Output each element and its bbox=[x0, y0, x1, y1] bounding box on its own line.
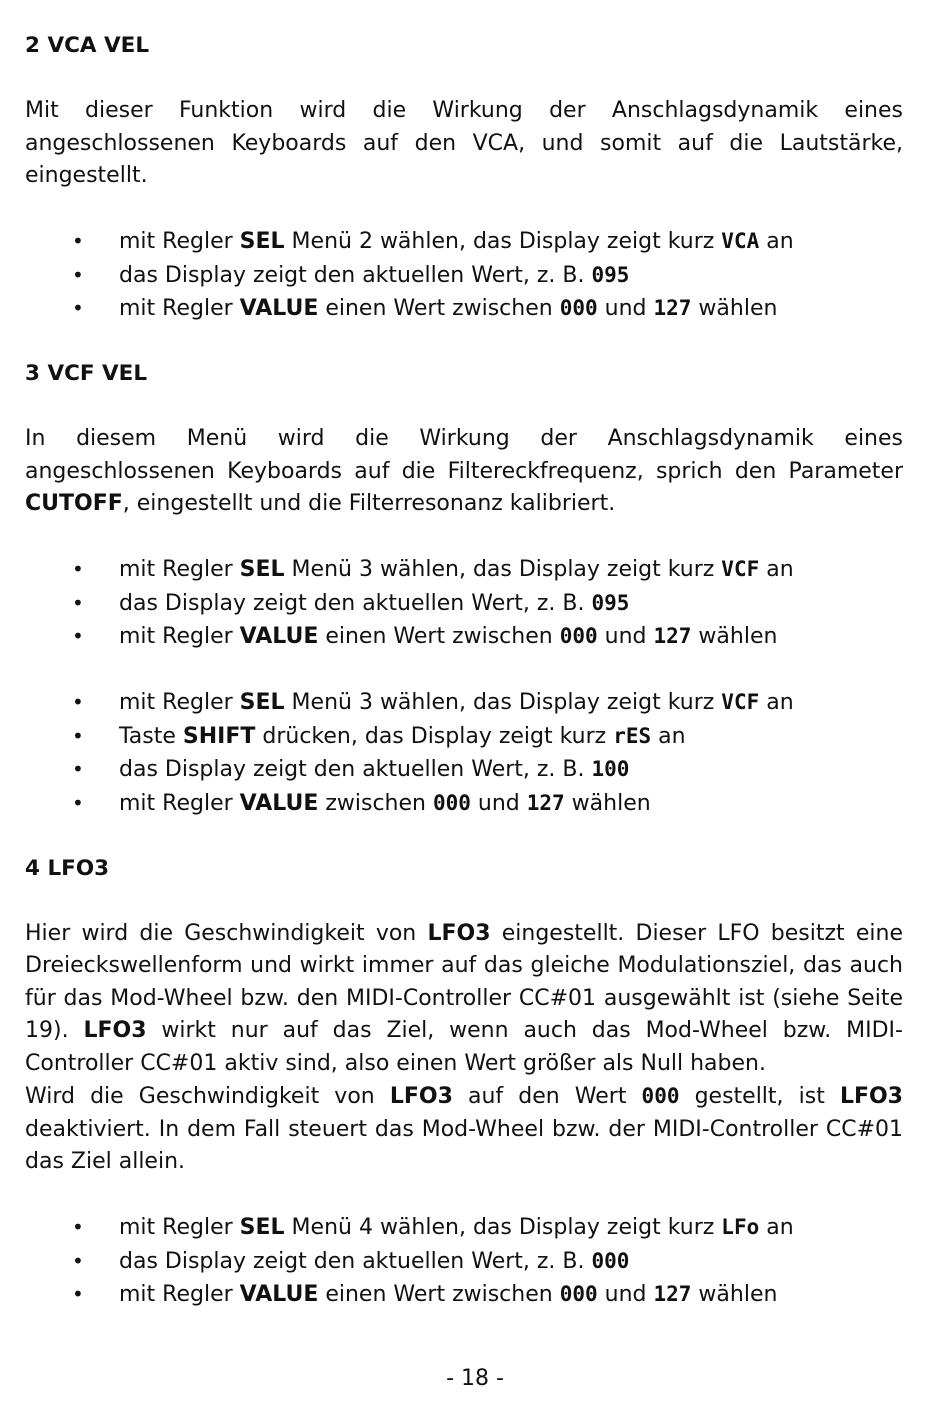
section-paragraph: Wird die Geschwindigkeit von LFO3 auf den Wert 000 gestellt, ist LFO3 deaktiviert. In dem Fall steuert das Mod-Wheel bzw. der MIDI-Controller CC#01 das Ziel allein. bbox=[25, 1084, 903, 1174]
bullet-icon: • bbox=[72, 590, 84, 615]
bullet-icon: • bbox=[72, 790, 84, 815]
instruction-list bbox=[25, 553, 903, 654]
display-readout: LFo bbox=[721, 1215, 760, 1239]
display-readout: 000 bbox=[559, 1282, 598, 1306]
bullet-icon: • bbox=[72, 690, 84, 714]
bullet-icon: • bbox=[72, 296, 84, 320]
display-readout: 000 bbox=[559, 624, 598, 648]
list-item: • das Display zeigt den aktuellen Wert, z. B. 100 bbox=[25, 753, 903, 787]
instruction-list bbox=[25, 1211, 903, 1312]
display-readout: 127 bbox=[526, 790, 565, 815]
bullet-icon: • bbox=[72, 624, 84, 648]
display-readout: 000 bbox=[641, 1084, 680, 1108]
display-readout: 095 bbox=[591, 262, 630, 287]
bullet-icon: • bbox=[72, 557, 84, 581]
bullet-icon: • bbox=[72, 757, 84, 781]
list-item: • mit Regler SEL Menü 3 wählen, das Display zeigt kurz VCF an bbox=[25, 553, 903, 587]
section-title: 3 VCF VEL bbox=[25, 361, 148, 386]
bullet-icon: • bbox=[72, 1248, 84, 1273]
display-readout: 127 bbox=[653, 1282, 692, 1306]
display-readout: 127 bbox=[653, 624, 692, 648]
list-item: • das Display zeigt den aktuellen Wert, z. B. 000 bbox=[25, 1245, 903, 1279]
list-item: • das Display zeigt den aktuellen Wert, z. B. 095 bbox=[25, 259, 903, 293]
display-readout: 000 bbox=[559, 296, 598, 320]
display-readout: 095 bbox=[591, 590, 630, 615]
display-readout: VCF bbox=[721, 690, 760, 714]
bullet-icon: • bbox=[72, 723, 84, 748]
list-item: • mit Regler SEL Menü 2 wählen, das Display zeigt kurz VCA an bbox=[25, 225, 903, 259]
bullet-icon: • bbox=[72, 229, 84, 253]
list-item: • mit Regler VALUE einen Wert zwischen 000 und 127 wählen bbox=[25, 1278, 903, 1312]
section-title: 4 LFO3 bbox=[25, 855, 110, 881]
display-readout: 000 bbox=[432, 790, 471, 815]
instruction-list bbox=[25, 686, 903, 820]
display-readout: 000 bbox=[591, 1248, 630, 1273]
instruction-list bbox=[25, 225, 903, 326]
list-item: • mit Regler VALUE einen Wert zwischen 000 und 127 wählen bbox=[25, 620, 903, 654]
section-paragraph: In diesem Menü wird die Wirkung der Anschlagsdynamik eines angeschlossenen Keyboards auf die Filtereckfrequenz, sprich den Parameter CUTOFF, eingestellt und die Filterresonanz kalibriert. bbox=[25, 426, 903, 516]
list-item: • mit Regler VALUE einen Wert zwischen 000 und 127 wählen bbox=[25, 292, 903, 326]
display-readout: VCA bbox=[721, 229, 760, 253]
manual-page bbox=[25, 30, 903, 1312]
section-title: 2 VCA VEL bbox=[25, 33, 150, 58]
display-readout: 100 bbox=[591, 757, 630, 781]
list-item: • Taste SHIFT drücken, das Display zeigt kurz rES an bbox=[25, 720, 903, 754]
display-readout: rES bbox=[613, 723, 652, 748]
bullet-icon: • bbox=[72, 262, 84, 287]
page-number: - 18 - bbox=[446, 1366, 504, 1391]
list-item: • mit Regler VALUE zwischen 000 und 127 wählen bbox=[25, 787, 903, 821]
bullet-icon: • bbox=[72, 1282, 84, 1306]
section-paragraph: Mit dieser Funktion wird die Wirkung der Anschlagsdynamik eines angeschlossenen Keyboards auf den VCA, und somit auf die Lautstärke, eingestellt. bbox=[25, 98, 903, 188]
section-paragraph: Hier wird die Geschwindigkeit von LFO3 eingestellt. Dieser LFO besitzt eine Dreieckswellenform und wirkt immer auf das gleiche Modulationsziel, das auch für das Mod-Wheel bzw. den MIDI-Controller CC#01 ausgewählt ist (siehe Seite 19). LFO3 wirkt nur auf das Ziel, wenn auch das Mod-Wheel bzw. MIDI-Controller CC#01 aktiv sind, also einen Wert größer als Null haben. bbox=[25, 920, 903, 1076]
list-item: • mit Regler SEL Menü 4 wählen, das Display zeigt kurz LFo an bbox=[25, 1211, 903, 1245]
list-item: • das Display zeigt den aktuellen Wert, z. B. 095 bbox=[25, 587, 903, 621]
bullet-icon: • bbox=[72, 1215, 84, 1239]
display-readout: VCF bbox=[721, 557, 760, 581]
list-item: • mit Regler SEL Menü 3 wählen, das Display zeigt kurz VCF an bbox=[25, 686, 903, 720]
display-readout: 127 bbox=[653, 296, 692, 320]
